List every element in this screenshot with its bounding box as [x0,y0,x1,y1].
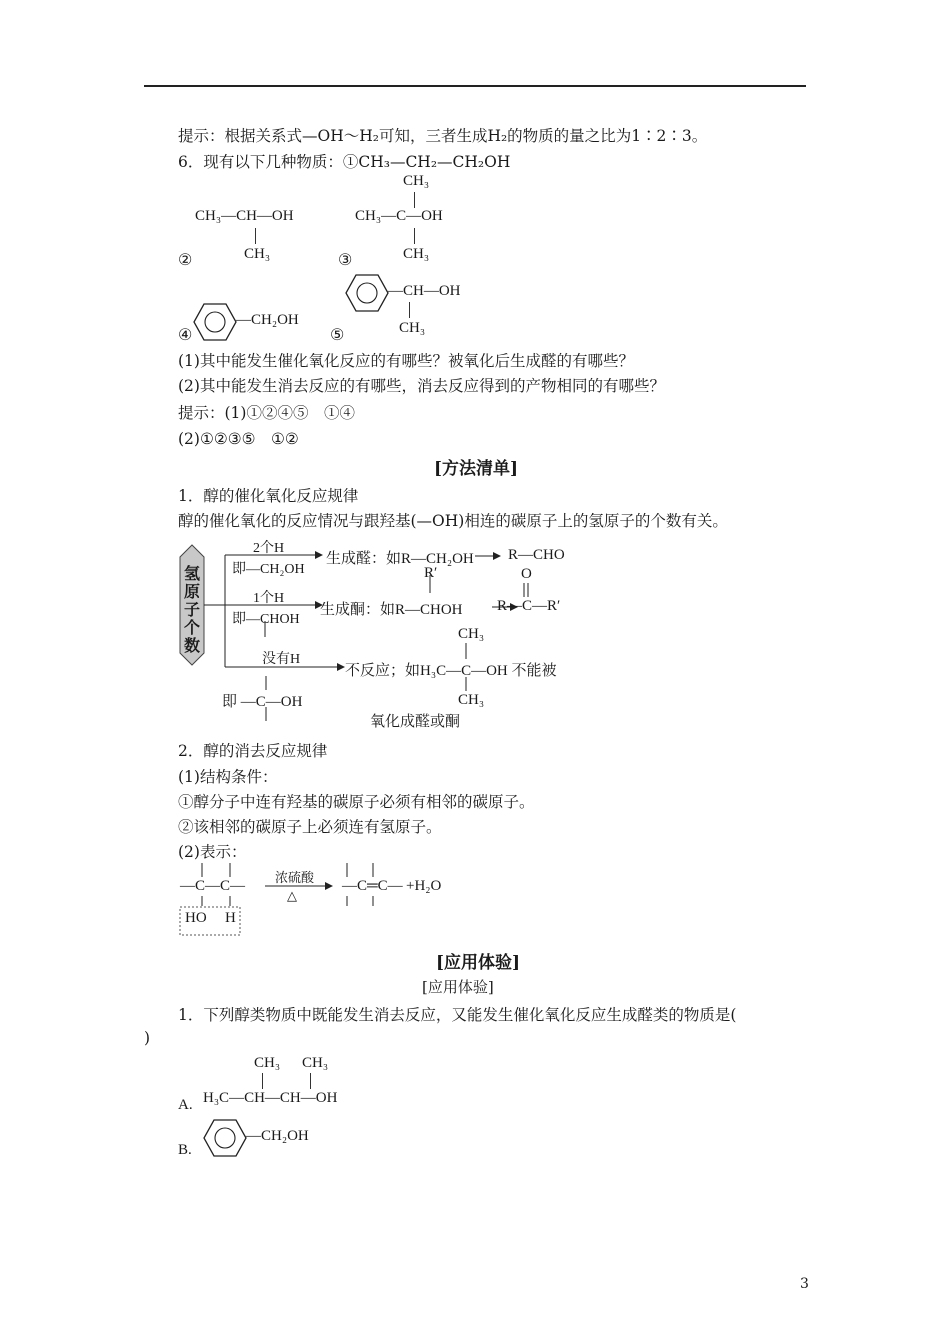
branch2-o: O [521,566,532,582]
optA-up2: CH₃ [302,1055,329,1071]
struct4-group: —CH₂OH [236,312,299,328]
struct3-bond-up [414,192,415,208]
optA-bond1 [262,1073,263,1089]
question-6-2: (2)其中能发生消去反应的有哪些，消去反应得到的产物相同的有哪些？ [178,377,665,395]
branch3-ch3-up: CH₃ [458,626,485,642]
struct5-main: —CH—OH [388,283,461,299]
rule1-text: 醇的催化氧化的反应情况与跟羟基(—OH)相连的碳原子上的氢原子的个数有关。 [178,512,728,530]
elimination-equation-lines [175,860,475,940]
struct2-main: CH₃—CH—OH [195,208,294,224]
struct2-ch3: CH₃ [244,246,271,262]
struct3-up: CH₃ [403,173,430,189]
branch2-result: 生成酮：如R—CHOH [320,602,463,618]
page-number: 3 [800,1276,809,1292]
answer-2: (2)①②③⑤ ①② [178,430,299,448]
question-6-1: (1)其中能发生催化氧化反应的有哪些？被氧化后生成醛的有哪些？ [178,352,634,370]
method-title: [方法清单] [434,459,519,479]
hint-1: 提示：根据关系式—OH～H₂可知，三者生成H₂的物质的量之比为1∶2∶3。 [178,127,708,145]
branch2-product: R—C—R′ [497,598,561,614]
branch3-top: 没有H [262,652,301,667]
rule2-condition-1: ①醇分子中连有羟基的碳原子必须有相邻的碳原子。 [178,793,535,811]
header-rule [144,85,806,87]
optA-bond2 [310,1073,311,1089]
question-1: 1．下列醇类物质中既能发生消去反应，又能发生催化氧化反应生成醛类的物质是( [178,1006,737,1024]
branch2-r: R′ [424,565,438,581]
apply-title: [应用体验] [436,953,521,973]
branch2-bottom: 即—CHOH [232,612,300,627]
elim-ho: HO [185,910,207,926]
elim-product: —C═C— [342,878,403,894]
optB-group: —CH₂OH [246,1128,309,1144]
answer-1: 提示：(1)①②④⑤ ①④ [178,404,355,422]
rule2-condition: (1)结构条件： [178,768,278,786]
optA-label: A. [178,1097,193,1113]
branch1-product: R—CHO [508,547,565,563]
elim-delta: △ [287,888,297,903]
optA-main: H₃C—CH—CH—OH [203,1090,338,1106]
branch3-note: 氧化成醛或酮 [370,712,461,730]
elim-reactant: —C—C— [180,878,246,894]
diagram-side-label: 氢原子个数 [183,564,200,655]
benzene-ring-icon [203,1118,247,1158]
rule2-expression: (2)表示： [178,843,247,861]
branch3-result: 不反应；如H₃C—C—OH 不能被 [345,663,557,679]
struct5-down: CH₃ [399,320,426,336]
apply-subtitle: [应用体验] [422,978,494,996]
question-1-end: ) [144,1029,151,1047]
struct2-num: ② [178,252,193,269]
elim-water: +H₂O [406,878,442,894]
optB-label: B. [178,1142,192,1158]
optA-up1: CH₃ [254,1055,281,1071]
elim-h: H [225,910,236,926]
rule1-title: 1．醇的催化氧化反应规律 [178,487,359,505]
struct3-down: CH₃ [403,246,430,262]
question-6: 6．现有以下几种物质：①CH₃—CH₂—CH₂OH [178,153,511,171]
struct4-num: ④ [178,327,193,344]
struct3-main: CH₃—C—OH [355,208,443,224]
branch1-result: 生成醛：如R—CH₂OH [326,551,474,567]
branch1-bottom: 即—CH₂OH [232,562,305,577]
branch1-top: 2个H [253,541,285,556]
struct5-bond [409,302,410,318]
struct5-num: ⑤ [330,327,345,344]
branch3-ch3-down: CH₃ [458,692,485,708]
rule2-title: 2．醇的消去反应规律 [178,742,328,760]
struct2-bond [255,228,256,244]
benzene-ring-icon [345,273,389,313]
struct3-bond-down [414,228,415,244]
struct3-num: ③ [338,252,353,269]
elim-condition: 浓硫酸 [275,871,315,886]
branch2-top: 1个H [253,591,285,606]
rule2-condition-2: ②该相邻的碳原子上必须连有氢原子。 [178,818,442,836]
branch3-bottom: 即 —C—OH [222,694,303,710]
benzene-ring-icon [193,302,237,342]
